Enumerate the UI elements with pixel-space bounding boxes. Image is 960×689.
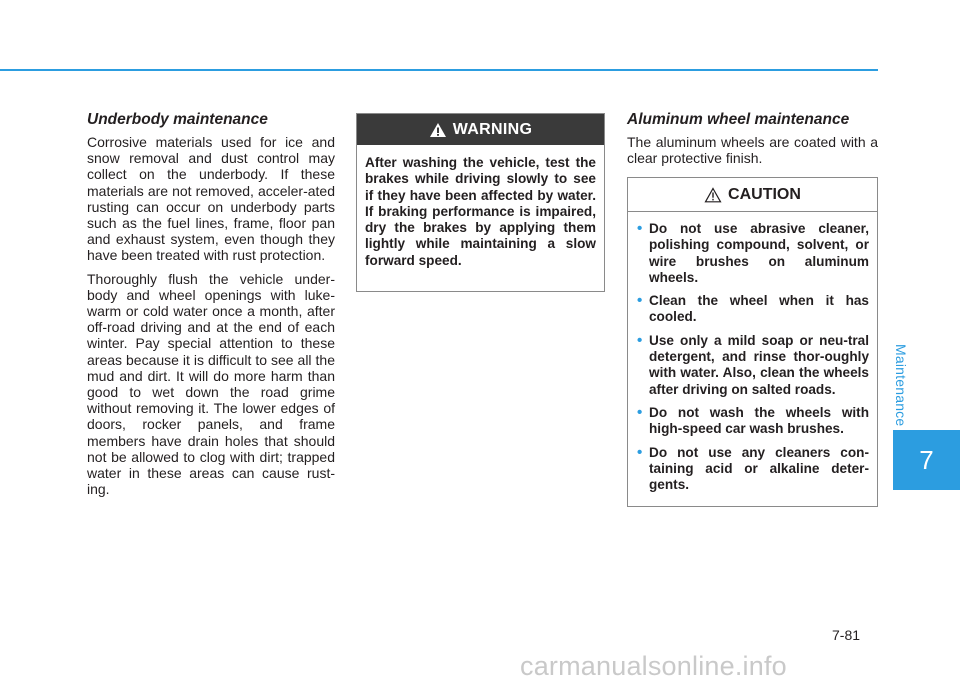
underbody-paragraph-2: Thoroughly flush the vehicle under-body and wheel openings with luke-warm or cold water once a month, after off-road driving and at the end of each winter. Pay special attention to these areas because it is difficult to see all the mud and dirt. It will do more harm than good to wet down the road grime without removing it. The lower edges of doors, rocker panels, and frame members have drain holes that should not be allowed to clog with dirt; trapped water in these areas can cause rust-ing.	[87, 270, 335, 498]
warning-header	[357, 114, 604, 145]
caution-box	[627, 177, 878, 507]
page-number: 7-81	[832, 627, 861, 643]
warning-box	[356, 113, 605, 292]
bullet-icon: •	[637, 331, 643, 349]
chapter-number-tab[interactable]: 7	[893, 430, 960, 490]
header-rule	[0, 69, 878, 71]
underbody-heading: Underbody maintenance	[87, 111, 268, 128]
caution-list	[636, 221, 869, 493]
warning-title: WARNING	[452, 120, 533, 138]
caution-item: • Do not use abrasive cleaner, polishing compound, solvent, or wire brushes on aluminum wheels.	[637, 220, 869, 285]
caution-triangle-icon	[704, 187, 722, 203]
caution-item: • Use only a mild soap or neu-tral detergent, and rinse thor-oughly with water. Also, clean the wheels after driving on salted roads.	[637, 331, 869, 397]
watermark[interactable]: carmanualsonline.info	[520, 651, 787, 681]
warning-triangle-icon	[429, 122, 447, 138]
bullet-icon: •	[637, 292, 643, 310]
aluminum-paragraph: The aluminum wheels are coated with a clear protective finish.	[627, 134, 878, 167]
bullet-icon: •	[637, 443, 643, 461]
warning-text: After washing the vehicle, test the brakes while driving slowly to see if they have been affected by water. If braking performance is impaired, dry the brakes by applying them lightly while maintaining a slow forward speed.	[365, 155, 596, 268]
underbody-paragraph-1: Corrosive materials used for ice and snow removal and dust control may collect on the underbody. If these materials are not removed, acceler-ated rusting can occur on underbody parts such as the fuel lines, frame, floor pan and exhaust system, even though they have been treated with rust protection.	[87, 134, 335, 264]
caution-item: • Do not use any cleaners con-taining acid or alkaline deter-gents.	[637, 443, 869, 493]
aluminum-heading: Aluminum wheel maintenance	[627, 111, 850, 128]
caution-item: • Do not wash the wheels with high-speed car wash brushes.	[637, 403, 869, 437]
caution-item: • Clean the wheel when it has cooled.	[637, 292, 869, 325]
underbody-body	[87, 134, 335, 504]
aluminum-body	[627, 134, 878, 173]
caution-title: CAUTION	[728, 185, 801, 203]
caution-header	[628, 178, 877, 212]
bullet-icon: •	[637, 220, 643, 237]
chapter-label: Maintenance	[893, 344, 909, 427]
bullet-icon: •	[637, 403, 643, 421]
